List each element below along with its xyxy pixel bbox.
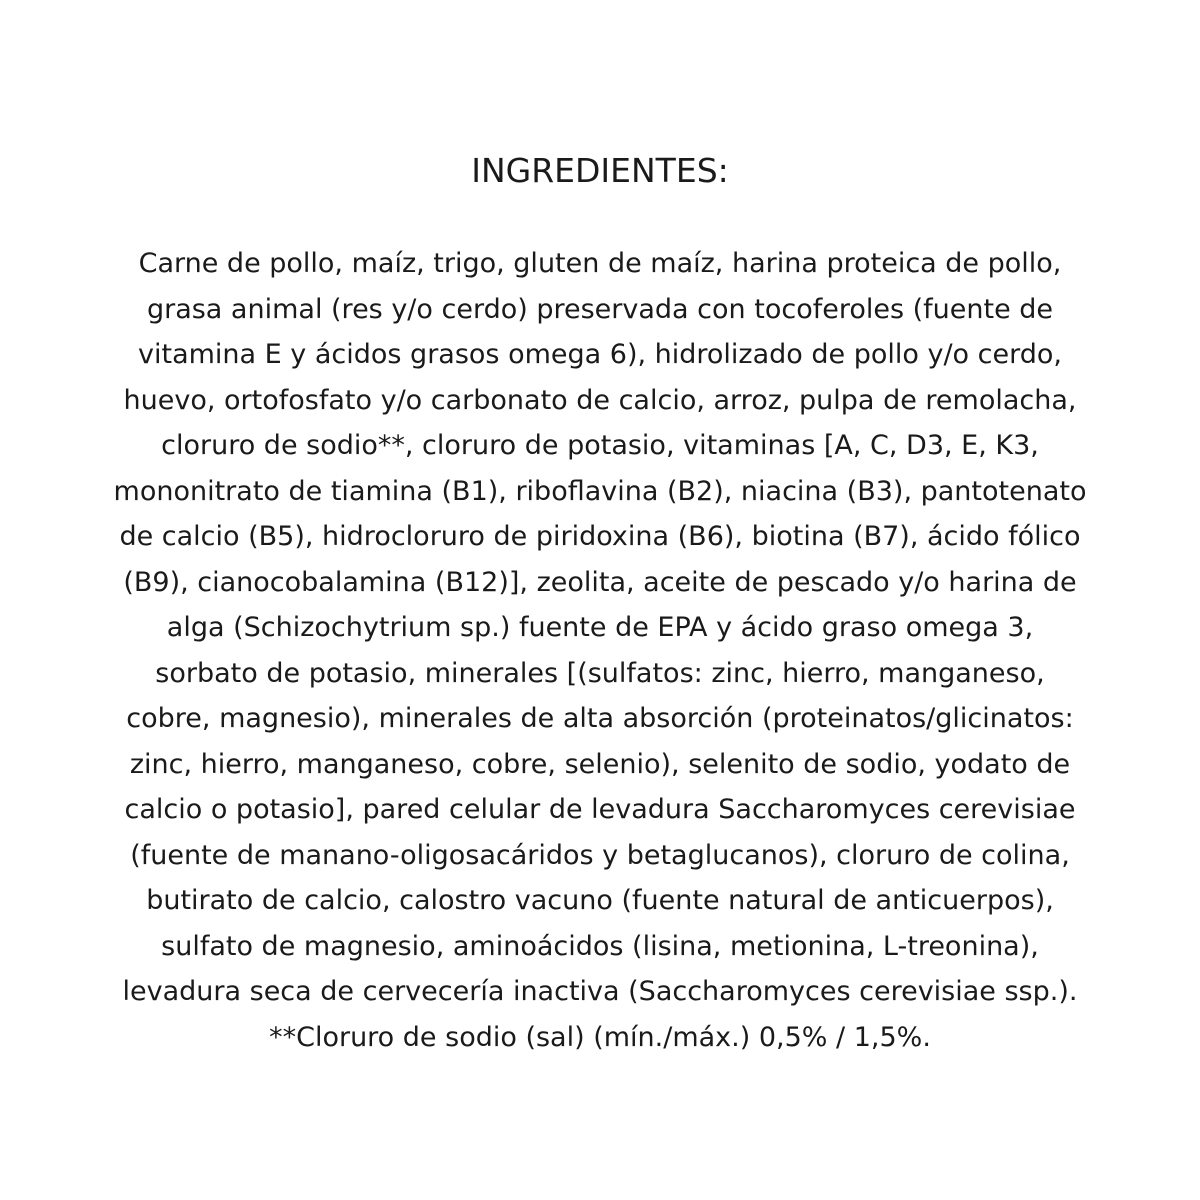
ingredients-line: (fuente de manano-oligosacáridos y betaglucanos), cloruro de colina, bbox=[130, 839, 1070, 871]
ingredients-line: vitamina E y ácidos grasos omega 6), hidrolizado de pollo y/o cerdo, bbox=[138, 339, 1062, 370]
ingredients-line: de calcio (B5), hidrocloruro de piridoxina (B6), biotina (B7), ácido fólico bbox=[119, 521, 1081, 552]
ingredients-line: cloruro de sodio**, cloruro de potasio, vitaminas [A, C, D3, E, K3, bbox=[161, 430, 1039, 461]
ingredients-line: cobre, magnesio), minerales de alta absorción (proteinatos/glicinatos: bbox=[126, 703, 1074, 734]
ingredients-line: Carne de pollo, maíz, trigo, gluten de maíz, harina proteica de pollo, bbox=[138, 248, 1062, 279]
ingredients-line: mononitrato de tiamina (B1), riboflavina (B2), niacina (B3), pantotenato bbox=[113, 475, 1087, 507]
ingredients-line: butirato de calcio, calostro vacuno (fuente natural de anticuerpos), bbox=[146, 885, 1054, 916]
ingredients-title: INGREDIENTES: bbox=[471, 151, 729, 190]
ingredients-line: alga (Schizochytrium sp.) fuente de EPA y ácido graso omega 3, bbox=[166, 612, 1034, 643]
ingredients-line: sorbato de potasio, minerales [(sulfatos: zinc, hierro, manganeso, bbox=[155, 657, 1045, 689]
ingredients-footnote: **Cloruro de sodio (sal) (mín./máx.) 0,5% / 1,5%. bbox=[269, 1021, 931, 1053]
ingredients-text bbox=[0, 241, 1200, 1060]
ingredients-line: zinc, hierro, manganeso, cobre, selenio), selenito de sodio, yodato de bbox=[129, 748, 1071, 780]
ingredients-line: huevo, ortofosfato y/o carbonato de calcio, arroz, pulpa de remolacha, bbox=[123, 384, 1077, 416]
ingredients-line: grasa animal (res y/o cerdo) preservada con tocoferoles (fuente de bbox=[146, 293, 1054, 325]
ingredients-line: (B9), cianocobalamina (B12)], zeolita, aceite de pescado y/o harina de bbox=[123, 566, 1077, 598]
ingredients-line: sulfato de magnesio, aminoácidos (lisina, metionina, L-treonina), bbox=[161, 930, 1039, 962]
ingredients-line: calcio o potasio], pared celular de levadura Saccharomyces cerevisiae bbox=[124, 794, 1076, 825]
ingredients-line: levadura seca de cervecería inactiva (Saccharomyces cerevisiae ssp.). bbox=[122, 976, 1078, 1007]
